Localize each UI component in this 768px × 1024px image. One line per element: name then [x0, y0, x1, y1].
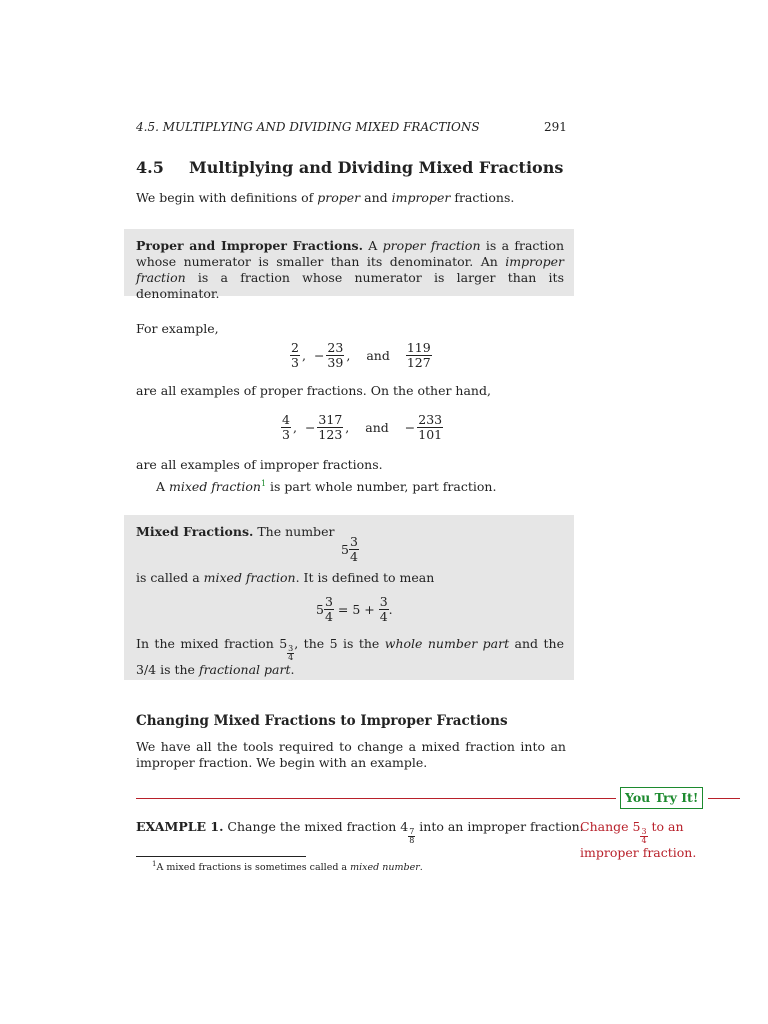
- definition-heading: Proper and Improper Fractions.: [136, 238, 363, 253]
- page-number: 291: [544, 120, 567, 134]
- eq-whole: 5: [316, 601, 324, 617]
- and-word: and: [365, 419, 389, 435]
- improper-frac-2: $\frac{317}{123}$: [318, 412, 343, 442]
- mixed-pre: A: [156, 479, 170, 495]
- definition-t2: is a fraction whose numerator is smaller than its denominator. An: [136, 238, 564, 269]
- mixed-box-heading: Mixed Fractions.: [136, 524, 254, 539]
- example-rule-right: [708, 798, 740, 799]
- mixed-box-intro: [136, 524, 334, 540]
- mixed-called: [136, 570, 434, 586]
- footnote-term: mixed number: [350, 862, 420, 874]
- fractional-part-term: fractional part: [198, 662, 291, 677]
- example-fraction: $\frac{7}{8}$: [409, 827, 415, 845]
- minus-sign: −: [404, 419, 416, 435]
- intro-and: and: [360, 190, 392, 205]
- comma: ,: [301, 347, 306, 363]
- section-title: Multiplying and Dividing Mixed Fractions: [189, 158, 564, 177]
- called-term: mixed fraction: [203, 570, 296, 585]
- improper-caption: are all examples of improper fractions.: [136, 457, 383, 472]
- eq-fraction: $\frac{3}{4}$: [324, 594, 333, 624]
- running-header: [136, 119, 480, 135]
- you-try-pre: Change 5: [580, 819, 641, 834]
- called-pre: is called a: [136, 570, 204, 585]
- definition-text: [136, 238, 564, 302]
- example-post: into an improper fraction.: [415, 819, 584, 834]
- eq-fraction-2: $\frac{3}{4}$: [379, 594, 388, 624]
- section-heading: [136, 158, 563, 178]
- eq-middle: = 5 +: [333, 601, 379, 617]
- definition-term-improper: improper fraction: [136, 254, 564, 285]
- intro-post: fractions.: [450, 190, 515, 205]
- mixed-intro: [156, 476, 496, 495]
- intro-text: We begin with definitions of: [136, 190, 318, 205]
- para-end: .: [290, 662, 295, 677]
- footnote-rule: [136, 856, 306, 857]
- eq-period: .: [388, 601, 393, 617]
- intro-proper: proper: [317, 190, 361, 205]
- mixed-paragraph: [136, 636, 564, 678]
- definition-t3: is a fraction whose numerator is larger than its denominator.: [136, 270, 564, 301]
- example-rule: [136, 798, 616, 799]
- mixed-box-intro-text: The number: [253, 524, 335, 539]
- running-title: 4.5. MULTIPLYING AND DIVIDING MIXED FRACTIONS: [136, 120, 480, 134]
- comma: ,: [345, 419, 350, 435]
- proper-frac-2: $\frac{23}{39}$: [327, 340, 344, 370]
- intro-paragraph: [136, 190, 576, 206]
- para-mid: , the 5 is the: [294, 636, 385, 651]
- example-1: [136, 819, 584, 845]
- you-try-post: to an improper fraction.: [580, 819, 697, 860]
- whole-number-part-term: whole number part: [384, 636, 510, 651]
- minus-sign: −: [304, 419, 316, 435]
- section-number: 4.5: [136, 158, 164, 177]
- proper-frac-3: $\frac{119}{127}$: [406, 340, 431, 370]
- fraction-part: $\frac{3}{4}$: [349, 534, 358, 564]
- para-mid2: and the 3/4 is the: [136, 636, 564, 677]
- mixed-equation: [316, 595, 393, 624]
- para-pre: In the mixed fraction 5: [136, 636, 288, 651]
- footnote-marker[interactable]: 1: [260, 479, 267, 488]
- mixed-display: [341, 535, 359, 564]
- subsection-text: We have all the tools required to change a mixed fraction into an improper fraction. We begin with an example.: [136, 739, 566, 770]
- inline-fraction: $\frac{3}{4}$: [288, 644, 294, 662]
- improper-fractions-display: [281, 413, 443, 442]
- whole-part: 5: [341, 541, 349, 557]
- example-pre: Change the mixed fraction 4: [223, 819, 409, 834]
- you-try-fraction: $\frac{3}{4}$: [641, 827, 647, 845]
- definition-t1: A: [362, 238, 383, 253]
- footnote: [152, 858, 423, 874]
- you-try-it-label: You Try It!: [620, 787, 703, 809]
- for-example-text: For example,: [136, 321, 219, 336]
- footnote-end: .: [419, 862, 423, 874]
- definition-term-proper: proper fraction: [382, 238, 481, 253]
- called-post: . It is defined to mean: [295, 570, 435, 585]
- proper-frac-1: $\frac{2}{3}$: [291, 340, 299, 370]
- example-label: EXAMPLE 1.: [136, 819, 224, 834]
- improper-frac-1: $\frac{4}{3}$: [282, 412, 290, 442]
- mixed-fractions-box: [124, 515, 574, 680]
- improper-frac-3: $\frac{233}{101}$: [418, 412, 443, 442]
- proper-caption: are all examples of proper fractions. On the other hand,: [136, 383, 491, 398]
- you-try-it-text: [580, 819, 740, 861]
- comma: ,: [292, 419, 297, 435]
- comma: ,: [346, 347, 351, 363]
- footnote-text: A mixed fractions is sometimes called a: [156, 862, 351, 874]
- and-word: and: [366, 347, 390, 363]
- mixed-term: mixed fraction: [169, 479, 261, 495]
- footnote-mark: 1: [152, 860, 157, 868]
- mixed-post: is part whole number, part fraction.: [266, 479, 497, 495]
- subsection-title: Changing Mixed Fractions to Improper Fractions: [136, 713, 508, 729]
- definition-box: [124, 229, 574, 301]
- proper-fractions-display: [290, 341, 432, 370]
- intro-improper: improper: [391, 190, 451, 205]
- minus-sign: −: [313, 347, 325, 363]
